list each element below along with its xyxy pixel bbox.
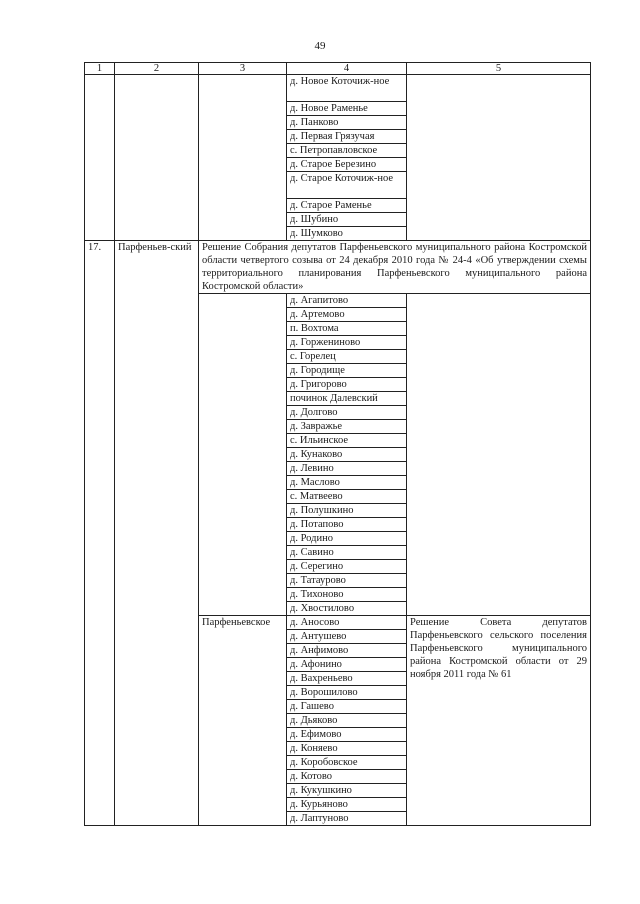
- list-item: д. Горжениново: [287, 335, 406, 349]
- inter-settlement-decision-cell: [407, 294, 591, 616]
- district-name: Парфеньев-ский: [115, 241, 199, 826]
- list-item: д. Кунаково: [287, 447, 406, 461]
- list-item: починок Далевский: [287, 391, 406, 405]
- list-item: д. Вахреньево: [287, 671, 406, 685]
- list-item: д. Старое Коточиж-ное: [287, 171, 406, 198]
- list-item: д. Татаурово: [287, 573, 406, 587]
- page-number: 49: [314, 40, 326, 52]
- list-item: д. Григорово: [287, 377, 406, 391]
- list-item: д. Старое Березино: [287, 157, 406, 171]
- inter-settlement-list: [287, 294, 406, 615]
- continuation-settlement-list: [287, 75, 406, 240]
- list-item: д. Антушево: [287, 629, 406, 643]
- rural-settlement-list: [287, 616, 406, 825]
- continuation-number-cell: [85, 75, 115, 241]
- continuation-settlement-cell: [199, 75, 287, 241]
- continuation-decision-cell: [407, 75, 591, 241]
- list-item: д. Афонино: [287, 657, 406, 671]
- list-item: д. Шубино: [287, 212, 406, 226]
- list-item: д. Потапово: [287, 517, 406, 531]
- list-item: д. Котово: [287, 769, 406, 783]
- list-item: д. Коняево: [287, 741, 406, 755]
- list-item: д. Гашево: [287, 699, 406, 713]
- rural-settlement-list-cell: [287, 616, 407, 826]
- list-item: д. Городище: [287, 363, 406, 377]
- list-item: п. Вохтома: [287, 321, 406, 335]
- list-item: д. Ефимово: [287, 727, 406, 741]
- list-item: д. Родино: [287, 531, 406, 545]
- list-item: д. Завражье: [287, 419, 406, 433]
- continuation-row: [85, 75, 591, 241]
- inter-settlement-name-cell: [199, 294, 287, 616]
- list-item: д. Ворошилово: [287, 685, 406, 699]
- entry-17-decision-row: [85, 241, 591, 294]
- list-item: д. Новое Коточиж-ное: [290, 76, 390, 87]
- list-item: д. Агапитово: [290, 295, 349, 306]
- header-col-3: 3: [199, 63, 287, 75]
- list-item: д. Маслово: [287, 475, 406, 489]
- list-item: д. Долгово: [287, 405, 406, 419]
- list-item: д. Кукушкино: [287, 783, 406, 797]
- list-item: д. Савино: [287, 545, 406, 559]
- rural-settlement-decision: Решение Совета депутатов Парфеньевского сельского поселения Парфеньевского муниципального района Костромской области от 29 ноября 2011 года № 61: [407, 616, 591, 826]
- list-item: д. Дьяково: [287, 713, 406, 727]
- header-col-4: 4: [287, 63, 407, 75]
- list-item: д. Лаптуново: [287, 811, 406, 825]
- list-item: д. Хвостилово: [287, 601, 406, 615]
- list-item: д. Коробовское: [287, 755, 406, 769]
- rural-settlement-name: Парфеньевское: [199, 616, 287, 826]
- list-item: д. Панково: [287, 115, 406, 129]
- list-item: с. Петропавловское: [287, 143, 406, 157]
- list-item: с. Горелец: [287, 349, 406, 363]
- list-item: д. Анфимово: [287, 643, 406, 657]
- registry-table: [84, 62, 591, 826]
- list-item: д. Полушкино: [287, 503, 406, 517]
- entry-number: 17.: [85, 241, 115, 826]
- continuation-district-cell: [115, 75, 199, 241]
- header-col-2: 2: [115, 63, 199, 75]
- continuation-list-cell: [287, 75, 407, 241]
- list-item: д. Артемово: [287, 307, 406, 321]
- list-item: с. Ильинское: [287, 433, 406, 447]
- list-item: д. Аносово: [290, 617, 340, 628]
- header-col-5: 5: [407, 63, 591, 75]
- district-decision: Решение Собрания депутатов Парфеньевского муниципального района Костромской области четвертого созыва от 24 декабря 2010 года № 24-4 «Об утверждении схемы территориального планирования Парфеньевского муниципального района Костромской области»: [199, 241, 591, 294]
- list-item: д. Новое Раменье: [287, 101, 406, 115]
- list-item: с. Матвеево: [287, 489, 406, 503]
- header-col-1: 1: [85, 63, 115, 75]
- inter-settlement-list-cell: [287, 294, 407, 616]
- list-item: д. Старое Раменье: [287, 198, 406, 212]
- header-row: [85, 63, 591, 75]
- list-item: д. Левино: [287, 461, 406, 475]
- list-item: д. Серегино: [287, 559, 406, 573]
- list-item: д. Шумково: [287, 226, 406, 240]
- list-item: д. Первая Грязучая: [287, 129, 406, 143]
- list-item: д. Тихоново: [287, 587, 406, 601]
- list-item: д. Курьяново: [287, 797, 406, 811]
